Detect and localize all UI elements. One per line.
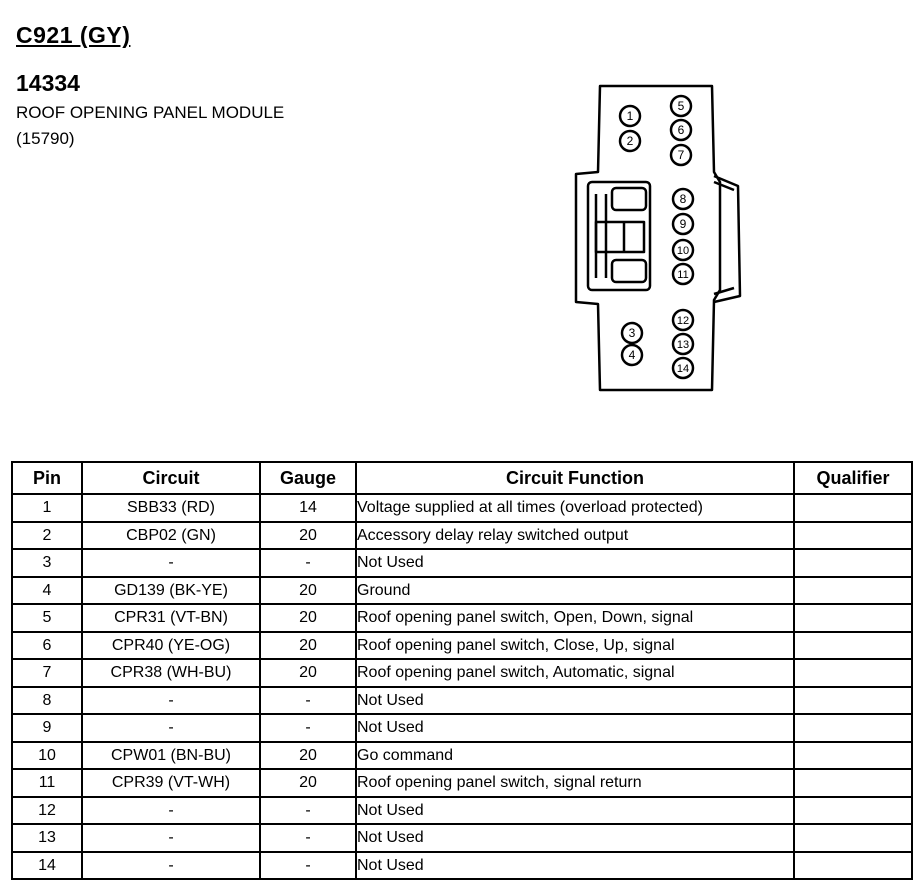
pin-cell: 6 <box>12 632 82 660</box>
gauge-cell: 20 <box>260 604 356 632</box>
circuit-cell: CPR39 (VT-WH) <box>82 769 260 797</box>
circuit-cell: CPR31 (VT-BN) <box>82 604 260 632</box>
circuit-cell: CBP02 (GN) <box>82 522 260 550</box>
gauge-cell: - <box>260 824 356 852</box>
function-cell: Not Used <box>356 714 794 742</box>
table-header-row <box>12 462 912 494</box>
gauge-cell: 20 <box>260 632 356 660</box>
table-row <box>12 687 912 715</box>
table-row <box>12 659 912 687</box>
pin-12-label: 12 <box>676 315 690 327</box>
connector-title: C921 (GY) <box>16 22 131 48</box>
function-cell: Accessory delay relay switched output <box>356 522 794 550</box>
table-row <box>12 714 912 742</box>
pin-cell: 3 <box>12 549 82 577</box>
function-cell: Roof opening panel switch, Automatic, signal <box>356 659 794 687</box>
qualifier-cell <box>794 714 912 742</box>
pin-6-label: 6 <box>677 123 685 137</box>
qualifier-cell <box>794 522 912 550</box>
pin-2-label: 2 <box>626 134 634 148</box>
table-row <box>12 769 912 797</box>
qualifier-cell <box>794 824 912 852</box>
function-cell: Voltage supplied at all times (overload protected) <box>356 494 794 522</box>
pin-cell: 10 <box>12 742 82 770</box>
pin-cell: 5 <box>12 604 82 632</box>
qualifier-cell <box>794 687 912 715</box>
pin-3-label: 3 <box>628 326 636 340</box>
gauge-cell: - <box>260 797 356 825</box>
function-cell: Go command <box>356 742 794 770</box>
pin-cell: 4 <box>12 577 82 605</box>
function-cell: Roof opening panel switch, Open, Down, signal <box>356 604 794 632</box>
qualifier-cell <box>794 577 912 605</box>
pin-cell: 14 <box>12 852 82 880</box>
gauge-cell: - <box>260 687 356 715</box>
circuit-cell: CPR40 (YE-OG) <box>82 632 260 660</box>
circuit-cell: - <box>82 852 260 880</box>
module-name: ROOF OPENING PANEL MODULE <box>16 103 285 122</box>
connector-latch <box>588 182 650 290</box>
qualifier-cell <box>794 659 912 687</box>
pin-1-label: 1 <box>626 109 634 123</box>
pin-cell: 13 <box>12 824 82 852</box>
connector-housing-outline <box>576 86 720 390</box>
table-row <box>12 632 912 660</box>
circuit-cell: SBB33 (RD) <box>82 494 260 522</box>
pin-cell: 2 <box>12 522 82 550</box>
table-row <box>12 797 912 825</box>
pin-13-label: 13 <box>676 339 690 351</box>
circuit-cell: CPW01 (BN-BU) <box>82 742 260 770</box>
qualifier-cell <box>794 769 912 797</box>
circuit-cell: - <box>82 714 260 742</box>
circuit-cell: GD139 (BK-YE) <box>82 577 260 605</box>
function-cell: Ground <box>356 577 794 605</box>
table-row <box>12 604 912 632</box>
part-number: 14334 <box>16 70 80 96</box>
connector-lock-rail <box>714 176 740 302</box>
pin-7-label: 7 <box>677 148 685 162</box>
gauge-column-header: Gauge <box>260 462 356 494</box>
pin-8-label: 8 <box>679 192 687 206</box>
function-cell: Roof opening panel switch, signal return <box>356 769 794 797</box>
function-cell: Not Used <box>356 797 794 825</box>
pin-4-label: 4 <box>628 348 636 362</box>
gauge-cell: 20 <box>260 577 356 605</box>
pin-cell: 9 <box>12 714 82 742</box>
pin-9-label: 9 <box>679 217 687 231</box>
table-row <box>12 577 912 605</box>
function-cell: Not Used <box>356 824 794 852</box>
qualifier-cell <box>794 549 912 577</box>
circuit-cell: - <box>82 549 260 577</box>
circuit-cell: CPR38 (WH-BU) <box>82 659 260 687</box>
pin-cell: 12 <box>12 797 82 825</box>
circuit-cell: - <box>82 797 260 825</box>
pin-column-header: Pin <box>12 462 82 494</box>
circuit-column-header: Circuit <box>82 462 260 494</box>
pin-14-label: 14 <box>676 363 690 375</box>
circuit-cell: - <box>82 687 260 715</box>
gauge-cell: - <box>260 852 356 880</box>
table-row <box>12 522 912 550</box>
gauge-cell: - <box>260 549 356 577</box>
gauge-cell: 20 <box>260 659 356 687</box>
qualifier-cell <box>794 797 912 825</box>
function-cell: Not Used <box>356 549 794 577</box>
qualifier-cell <box>794 742 912 770</box>
table-row <box>12 852 912 880</box>
gauge-cell: 20 <box>260 522 356 550</box>
qualifier-cell <box>794 632 912 660</box>
pin-5-label: 5 <box>677 99 685 113</box>
connector-face-diagram <box>572 82 748 394</box>
pin-11-label: 11 <box>677 269 689 281</box>
function-cell: Not Used <box>356 852 794 880</box>
gauge-cell: 14 <box>260 494 356 522</box>
function-column-header: Circuit Function <box>356 462 794 494</box>
table-row <box>12 549 912 577</box>
gauge-cell: 20 <box>260 769 356 797</box>
gauge-cell: - <box>260 714 356 742</box>
pin-cell: 1 <box>12 494 82 522</box>
table-row <box>12 824 912 852</box>
table-row <box>12 742 912 770</box>
module-code: (15790) <box>16 129 75 148</box>
qualifier-cell <box>794 494 912 522</box>
qualifier-cell <box>794 604 912 632</box>
circuit-cell: - <box>82 824 260 852</box>
function-cell: Roof opening panel switch, Close, Up, signal <box>356 632 794 660</box>
gauge-cell: 20 <box>260 742 356 770</box>
function-cell: Not Used <box>356 687 794 715</box>
pinout-table <box>11 461 913 880</box>
table-row <box>12 494 912 522</box>
qualifier-column-header: Qualifier <box>794 462 912 494</box>
pin-cell: 11 <box>12 769 82 797</box>
pin-cell: 8 <box>12 687 82 715</box>
qualifier-cell <box>794 852 912 880</box>
pin-cell: 7 <box>12 659 82 687</box>
pin-10-label: 10 <box>676 245 690 257</box>
